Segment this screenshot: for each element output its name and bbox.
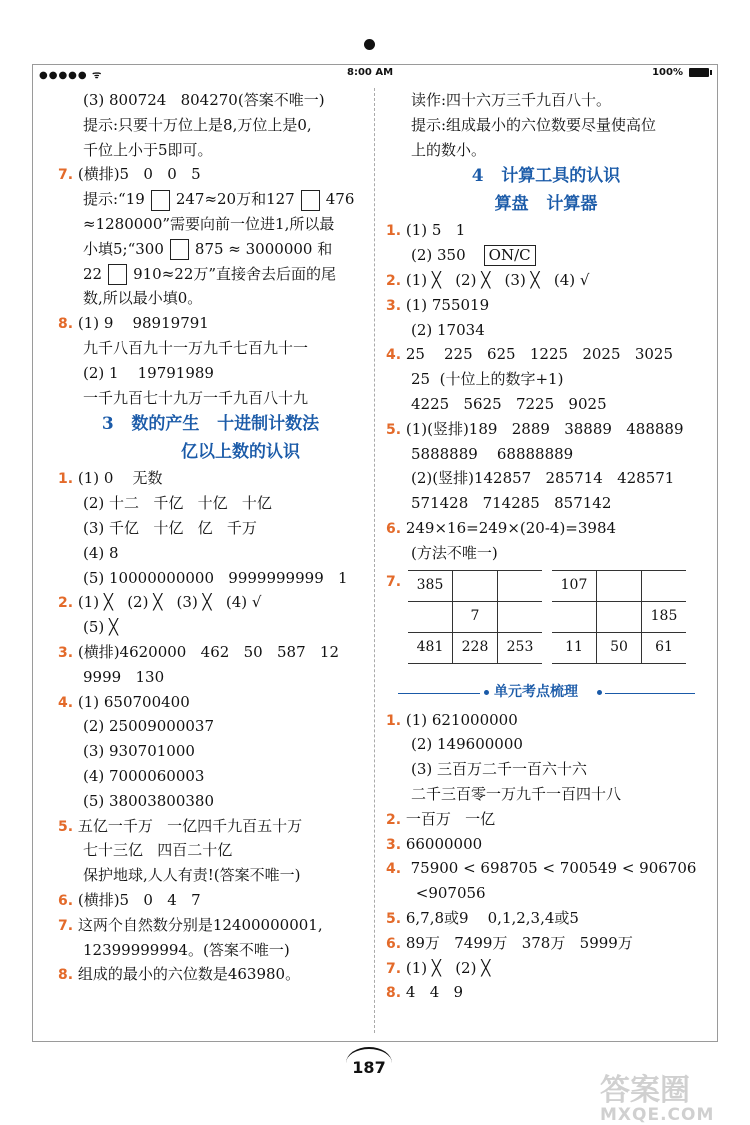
- grid-cell: 107: [552, 570, 597, 601]
- answer-line: 九千八百九十一万九千七百九十一: [83, 338, 309, 357]
- question-number: 4.: [386, 347, 402, 364]
- answer-text: 6,7,8或9 0,1,2,3,4或5: [405, 908, 579, 927]
- answer-line: 七十三亿 四百二十亿: [83, 841, 233, 860]
- question-7: [386, 956, 706, 981]
- answer-line: 千位上小于5即可。: [83, 140, 213, 159]
- question-number: 3.: [386, 836, 402, 853]
- question-5: [58, 814, 363, 839]
- grid-cell: [642, 570, 687, 601]
- question-3: [58, 640, 363, 665]
- question-number: 3.: [58, 644, 74, 661]
- question-number: 4.: [58, 694, 74, 711]
- question-1: [58, 466, 363, 491]
- answer-line: 提示:只要十万位上是8,万位上是0,: [83, 115, 312, 134]
- answer-text: (1) 621000000: [405, 710, 518, 729]
- answer-line: (2) 1 19791989: [83, 363, 214, 382]
- question-number: 6.: [386, 520, 402, 537]
- question-number: 7.: [386, 960, 402, 977]
- blank-box: [108, 264, 127, 285]
- answer-line: (2) 25009000037: [83, 717, 214, 736]
- grid-cell: [498, 570, 543, 601]
- number-grid-1: [408, 570, 542, 664]
- column-divider: [374, 88, 375, 1033]
- question-5: [386, 417, 706, 442]
- answer-line: 12399999994。(答案不唯一): [83, 940, 290, 959]
- answer-text: 66000000: [405, 834, 483, 853]
- question-number: 8.: [58, 967, 74, 984]
- question-number: 2.: [386, 272, 402, 289]
- left-column: [58, 88, 363, 987]
- question-1: [386, 218, 706, 243]
- question-5: [386, 906, 706, 931]
- status-time: 8:00 AM: [347, 67, 394, 78]
- grid-cell: [552, 601, 597, 632]
- answer-line: 4225 5625 7225 9025: [411, 394, 607, 413]
- answer-line: (4) 8: [83, 543, 119, 562]
- question-3: [386, 832, 706, 857]
- question-6: [58, 888, 363, 913]
- answer-line: (3) 三百万二千一百六十六: [411, 760, 588, 779]
- question-2: [386, 807, 706, 832]
- grid-cell: 50: [597, 632, 642, 663]
- question-2: [58, 590, 363, 615]
- answer-text: (1) 9 98919791: [77, 314, 209, 333]
- answer-text: (1)(竖排)189 2889 38889 488889: [405, 419, 684, 438]
- answer-line: 数,所以最小填0。: [83, 289, 203, 308]
- answer-line: 5888889 68888889: [411, 444, 574, 463]
- grid-cell: [498, 601, 543, 632]
- grid-cell: [408, 601, 453, 632]
- grid-cell: 185: [642, 601, 687, 632]
- answer-line: <907056: [411, 884, 486, 903]
- on-c-key: ON/C: [484, 245, 536, 266]
- answer-text: 组成的最小的六位数是463980。: [77, 965, 301, 984]
- grid-cell: 228: [453, 632, 498, 663]
- right-column: [386, 88, 706, 1005]
- question-number: 3.: [386, 297, 402, 314]
- question-number: 7.: [58, 167, 74, 184]
- blank-box: [170, 239, 189, 260]
- answer-text: 247≈20万和127: [175, 190, 295, 209]
- question-number: 2.: [386, 811, 402, 828]
- answer-line: (2) 十二 千亿 十亿 十亿: [83, 494, 272, 513]
- answer-text: 875 ≈ 3000000 和: [194, 239, 333, 258]
- question-8: [386, 980, 706, 1005]
- question-number: 1.: [386, 223, 402, 240]
- answer-line: ≈1280000”需要向前一位进1,所以最: [83, 214, 335, 233]
- answer-line: 25 (十位上的数字+1): [411, 370, 564, 389]
- answer-line: 上的数小。: [411, 140, 487, 159]
- grid-cell: 11: [552, 632, 597, 663]
- answer-text: 4 4 9: [405, 983, 464, 1002]
- answer-text: (1) ╳ (2) ╳ (3) ╳ (4) √: [405, 270, 590, 289]
- answer-line: (3) 800724 804270(答案不唯一): [83, 91, 325, 109]
- answer-text: 249×16=249×(20-4)=3984: [405, 518, 617, 537]
- answer-text: (1) 0 无数: [77, 469, 163, 488]
- answer-text: (2) 350: [411, 246, 466, 265]
- answer-line: 提示:组成最小的六位数要尽量使高位: [411, 115, 657, 134]
- grid-cell: [453, 570, 498, 601]
- answer-line: [58, 187, 363, 212]
- answer-line: (5) ╳: [83, 618, 119, 637]
- question-number: 7.: [58, 917, 74, 934]
- answer-text: 这两个自然数分别是12400000001,: [77, 915, 323, 934]
- answer-text: (横排)5 0 0 5: [77, 165, 201, 184]
- device-camera: [364, 39, 375, 50]
- status-bar: [33, 65, 717, 81]
- answer-text: 89万 7499万 378万 5999万: [405, 933, 633, 952]
- answer-line: (5) 10000000000 9999999999 1: [83, 568, 348, 587]
- question-number: 1.: [58, 471, 74, 488]
- blank-box: [151, 190, 170, 211]
- review-rule-left: [398, 693, 480, 694]
- grid-cell: 61: [642, 632, 687, 663]
- answer-line: (3) 930701000: [83, 742, 195, 761]
- grid-cell: [597, 570, 642, 601]
- blank-box: [301, 190, 320, 211]
- battery-percent: 100%: [652, 67, 683, 78]
- question-number: 7.: [386, 573, 402, 590]
- question-4: [386, 342, 706, 367]
- answer-line: (4) 7000060003: [83, 766, 205, 785]
- question-3: [386, 293, 706, 318]
- section-subtitle: 算盘 计算器: [494, 194, 598, 215]
- question-number: 2.: [58, 595, 74, 612]
- answer-text: 25 225 625 1225 2025 3025: [405, 345, 674, 364]
- answer-text: (横排)4620000 462 50 587 12: [77, 642, 340, 661]
- grid-cell: 481: [408, 632, 453, 663]
- grid-cell: 7: [453, 601, 498, 632]
- question-number: 8.: [58, 316, 74, 333]
- review-title: 单元考点梳理: [494, 683, 578, 700]
- answer-text: 五亿一千万 一亿四千九百五十万: [77, 816, 303, 835]
- signal-indicator: ●●●●● ᯤ: [39, 70, 103, 81]
- question-number: 1.: [386, 712, 402, 729]
- answer-line: [58, 262, 363, 287]
- answer-line: [386, 243, 706, 268]
- answer-text: (1) ╳ (2) ╳: [405, 958, 491, 977]
- answer-text: (1) 755019: [405, 295, 490, 314]
- answer-line: (方法不唯一): [411, 543, 498, 562]
- question-number: 5.: [58, 818, 74, 835]
- grid-cell: 385: [408, 570, 453, 601]
- question-2: [386, 268, 706, 293]
- battery-icon: [689, 68, 709, 77]
- answer-text: 提示:“19: [83, 190, 145, 209]
- answer-line: (3) 千亿 十亿 亿 千万: [83, 518, 257, 537]
- section-subtitle: 亿以上数的认识: [181, 442, 300, 463]
- watermark-logo-text: 答案圈: [600, 1073, 690, 1108]
- question-7: [58, 913, 363, 938]
- question-number: 5.: [386, 421, 402, 438]
- page-number: 187: [346, 1047, 392, 1079]
- question-number: 4.: [386, 861, 402, 878]
- watermark: [600, 1065, 714, 1125]
- question-8: [58, 962, 363, 987]
- review-rule-right: [605, 693, 695, 694]
- grid-cell: [597, 601, 642, 632]
- answer-line: (2) 17034: [411, 320, 485, 339]
- answer-text: 910≈22万”直接舍去后面的尾: [133, 264, 337, 283]
- section-title: 3 数的产生 十进制计数法: [101, 414, 320, 435]
- question-1: [386, 708, 706, 733]
- answer-line: [58, 237, 363, 262]
- question-number: 6.: [386, 935, 402, 952]
- answer-text: (1) 650700400: [77, 692, 190, 711]
- review-dot-right: [597, 690, 602, 695]
- watermark-url: MXQE.COM: [600, 1105, 715, 1125]
- answer-text: (1) ╳ (2) ╳ (3) ╳ (4) √: [77, 593, 262, 612]
- question-8: [58, 311, 363, 336]
- answer-line: (2) 149600000: [411, 735, 523, 754]
- unit-review-header: [398, 680, 706, 708]
- answer-line: 一千九百七十九万一千九百八十九: [83, 388, 309, 407]
- answer-line: 二千三百零一万九千一百四十八: [411, 784, 622, 803]
- answer-text: 75900 < 698705 < 700549 < 906706: [405, 859, 697, 878]
- question-7-grids: [386, 570, 706, 680]
- question-6: [386, 931, 706, 956]
- question-number: 8.: [386, 985, 402, 1002]
- section-title: 4 计算工具的认识: [471, 166, 621, 187]
- answer-line: (5) 38003800380: [83, 791, 214, 810]
- answer-text: 22: [83, 264, 103, 283]
- grid-cell: 253: [498, 632, 543, 663]
- question-4: [58, 690, 363, 715]
- answer-text: (横排)5 0 4 7: [77, 890, 201, 909]
- answer-text: (1) 5 1: [405, 221, 466, 240]
- question-6: [386, 516, 706, 541]
- answer-line: (2)(竖排)142857 285714 428571: [411, 469, 675, 488]
- answer-line: 保护地球,人人有责!(答案不唯一): [83, 866, 301, 885]
- question-4: [386, 856, 706, 881]
- answer-line: 9999 130: [83, 667, 165, 686]
- answer-line: 571428 714285 857142: [411, 494, 612, 513]
- answer-text: 一百万 一亿: [405, 809, 496, 828]
- question-number: 5.: [386, 910, 402, 927]
- answer-line: 读作:四十六万三千九百八十。: [411, 91, 612, 109]
- review-dot-left: [484, 690, 489, 695]
- answer-text: 小填5;“300: [83, 239, 164, 258]
- question-7: [58, 162, 363, 187]
- answer-text: 476: [325, 190, 355, 209]
- question-number: 6.: [58, 892, 74, 909]
- number-grid-2: [552, 570, 686, 664]
